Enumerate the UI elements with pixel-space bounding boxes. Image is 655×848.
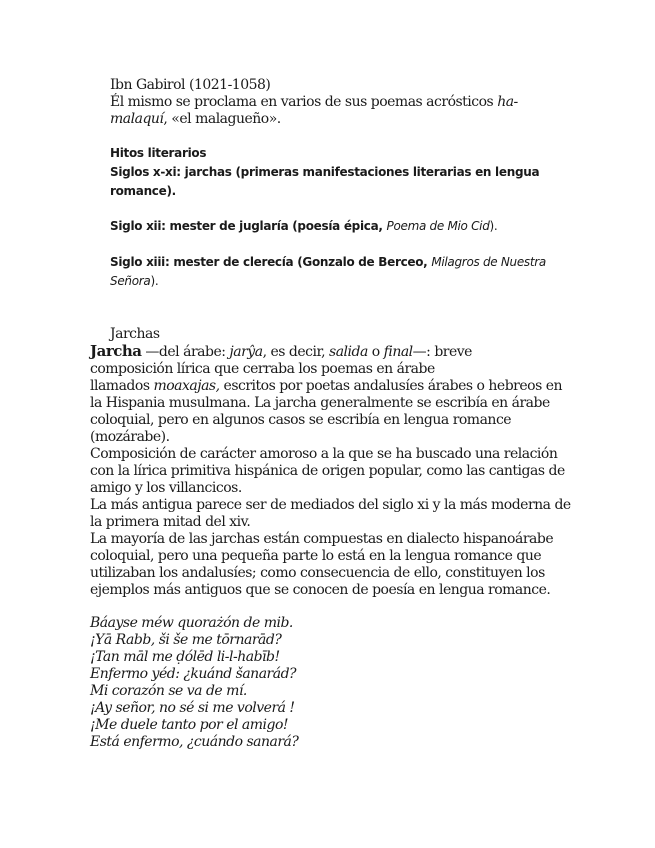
poem-line: Báayse méw quorażón de mib. (90, 615, 293, 631)
hito-2-italic: Poema de Mio Cid (386, 219, 490, 233)
hito-3-italic: Milagros de Nuestra (431, 255, 546, 269)
poem-line: ¡Yā Rabb, ši še me tōrnarād? (90, 632, 282, 648)
hito-3-text: Siglo xiii: mester de clerecía (Gonzalo de Berceo, (110, 255, 432, 269)
poem-line: ¡Me duele tanto por el amigo! (90, 717, 289, 733)
body-line-7: Composición de carácter amoroso a la que se ha buscado una relación (90, 446, 558, 462)
l3-a: llamados (90, 378, 154, 394)
hitos-block (110, 144, 630, 201)
header-block (110, 77, 630, 128)
def-a: —del árabe: (141, 344, 230, 360)
hito-3 (110, 253, 630, 291)
body-line-15: ejemplos más antiguos que se conocen de poesía en lengua romance. (90, 582, 551, 598)
def-final: final (383, 344, 413, 360)
hitos-title: Hitos literarios (110, 146, 207, 160)
jarchas-heading-block (110, 326, 160, 343)
hito-2-end: ). (489, 219, 498, 233)
proclaim-italic: ha- (497, 94, 518, 110)
body-line-11: la primera mitad del xiv. (90, 514, 251, 530)
poem-line: Mi corazón se va de mí. (90, 683, 247, 699)
malaqui-italic: malaquí (110, 111, 164, 127)
def-jarya: jarŷa (229, 344, 263, 360)
body-line-13: coloquial, pero una pequeña parte lo está en la lengua romance que (90, 548, 542, 564)
hito-1-line-2: romance). (110, 184, 176, 198)
poem-line: Está enfermo, ¿cuándo sanará? (90, 734, 299, 750)
poem-line: ¡Tan māl me ḍólēd li-l-habīb! (90, 649, 280, 665)
body-line-10: La más antigua parece ser de mediados del siglo xi y la más moderna de (90, 497, 571, 513)
hito-3-italic-2: Señora (110, 274, 151, 288)
body-line-8: con la lírica primitiva hispánica de origen popular, como las cantigas de (90, 463, 565, 479)
def-salida: salida (329, 344, 368, 360)
def-c: o (367, 344, 384, 360)
malagueno-text: , «el malagueño». (163, 111, 281, 127)
hito-2-line (110, 217, 630, 236)
body-line-5: coloquial, pero en algunos casos se escribía en lengua romance (90, 412, 512, 428)
body-line-12: La mayoría de las jarchas están compuestas en dialecto hispanoárabe (90, 531, 554, 547)
jarchas-heading: Jarchas (110, 326, 160, 342)
def-b: , es decir, (262, 344, 330, 360)
definition-line (90, 343, 640, 361)
body-line-4: la Hispania musulmana. La jarcha generalmente se escribía en árabe (90, 395, 550, 411)
hito-2 (110, 217, 630, 236)
poem-line: ¡Ay señor, no sé si me volverá ! (90, 700, 295, 716)
l3-b: escritos por poetas andalusíes árabes o hebreos en (219, 378, 563, 394)
hito-3-end: ). (150, 274, 159, 288)
jarcha-poem (90, 615, 590, 751)
def-d: —: breve (412, 344, 472, 360)
hito-3-line-1 (110, 253, 630, 272)
body-line-9: amigo y los villancicos. (90, 480, 242, 496)
body-line-2: composición lírica que cerraba los poemas en árabe (90, 361, 435, 377)
author-line: Ibn Gabirol (1021-1058) (110, 77, 271, 93)
proclaim-line (110, 94, 630, 111)
poem-line: Enfermo yéd: ¿kuánd šanarád? (90, 666, 297, 682)
jarcha-body (90, 343, 640, 599)
body-line-6: (mozárabe). (90, 429, 170, 445)
proclaim-text: Él mismo se proclama en varios de sus poemas acrósticos (110, 94, 498, 110)
proclaim-line-2 (110, 111, 630, 128)
hito-1-line-1: Siglos x-xi: jarchas (primeras manifestaciones literarias en lengua (110, 165, 540, 179)
body-line-3 (90, 378, 640, 395)
jarcha-term: Jarcha (90, 342, 142, 360)
body-line-14: utilizaban los andalusíes; como consecuencia de ello, constituyen los (90, 565, 545, 581)
moaxajas-italic: moaxajas, (153, 378, 220, 394)
hito-3-line-2 (110, 272, 630, 291)
hito-2-text: Siglo xii: mester de juglaría (poesía épica, (110, 219, 387, 233)
